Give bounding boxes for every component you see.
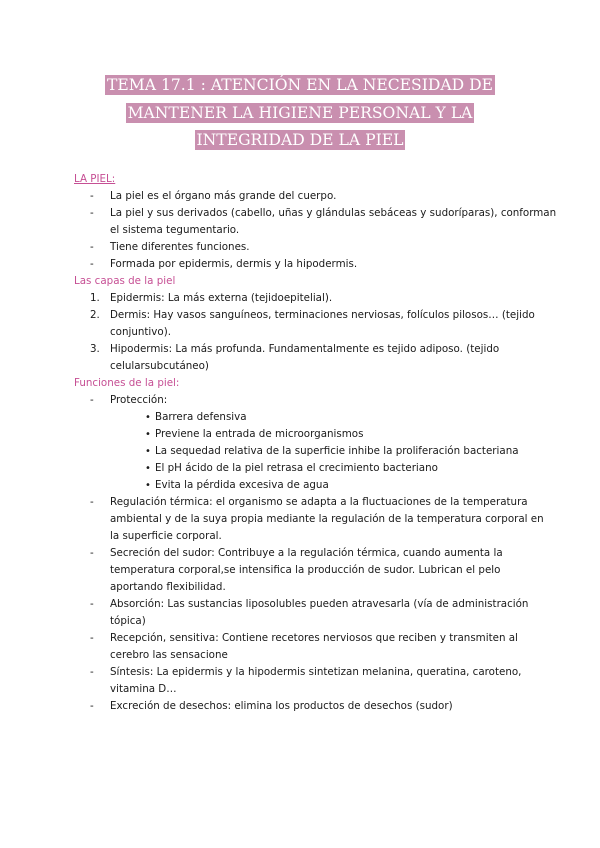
list-item-text: Protección:: [110, 394, 168, 406]
dash-marker: -: [90, 207, 94, 219]
list-item-text: Recepción, sensitiva: Contiene recetores nerviosos que reciben y transmiten al: [110, 632, 518, 644]
number-marker: 2.: [90, 309, 100, 321]
sub-bullet-item: [0, 460, 600, 477]
list-item: [0, 630, 600, 647]
list-item-text: Dermis: Hay vasos sanguíneos, terminaciones nerviosas, folículos pilosos… (tejido: [110, 309, 535, 321]
list-item-text: Hipodermis: La más profunda. Fundamentalmente es tejido adiposo. (tejido: [110, 343, 500, 355]
bullet-icon: •: [145, 446, 151, 457]
list-item-text: Síntesis: La epidermis y la hipodermis sintetizan melanina, queratina, caroteno,: [110, 666, 522, 678]
sub-bullet-text: Evita la pérdida excesiva de agua: [155, 479, 329, 491]
list-item-text: el sistema tegumentario.: [110, 224, 240, 236]
dash-marker: -: [90, 547, 94, 559]
number-marker: 3.: [90, 343, 100, 355]
list-item: [0, 290, 600, 307]
list-item: [0, 205, 600, 222]
list-item-continuation: [0, 511, 600, 528]
section-heading-funciones: Funciones de la piel:: [74, 377, 180, 389]
section-heading-la-piel: LA PIEL:: [74, 173, 116, 185]
list-item-text: cerebro las sensacione: [110, 649, 228, 661]
dash-marker: -: [90, 700, 94, 712]
bullet-icon: •: [145, 412, 151, 423]
list-item-text: ambiental y de la suya propia mediante la regulación de la temperatura corporal en: [110, 513, 544, 525]
list-item: [0, 545, 600, 562]
document-body: [0, 171, 600, 715]
list-item: [0, 596, 600, 613]
bullet-icon: •: [145, 429, 151, 440]
list-item-text: celularsubcutáneo): [110, 360, 209, 372]
sub-bullet-item: [0, 409, 600, 426]
list-item: [0, 307, 600, 324]
dash-marker: -: [90, 598, 94, 610]
sub-bullet-text: Previene la entrada de microorganismos: [155, 428, 364, 440]
title-line-1: TEMA 17.1 : ATENCIÓN EN LA NECESIDAD DE: [106, 76, 494, 94]
list-item: [0, 664, 600, 681]
list-item: [0, 698, 600, 715]
dash-marker: -: [90, 258, 94, 270]
list-item-text: conjuntivo).: [110, 326, 171, 338]
list-item: [0, 188, 600, 205]
dash-marker: -: [90, 241, 94, 253]
list-item-text: aportando flexibilidad.: [110, 581, 226, 593]
list-item: [0, 256, 600, 273]
list-item-continuation: [0, 324, 600, 341]
list-item-text: Absorción: Las sustancias liposolubles pueden atravesarla (vía de administración: [110, 598, 529, 610]
list-item-text: La piel es el órgano más grande del cuerpo.: [110, 190, 337, 202]
list-item-continuation: [0, 562, 600, 579]
list-item-proteccion: [0, 392, 600, 409]
dash-marker: -: [90, 394, 94, 406]
list-item-text: Regulación térmica: el organismo se adapta a la fluctuaciones de la temperatura: [110, 496, 528, 508]
sub-bullet-item: [0, 426, 600, 443]
list-item-text: Secreción del sudor: Contribuye a la regulación térmica, cuando aumenta la: [110, 547, 503, 559]
list-item-text: vitamina D…: [110, 683, 177, 695]
list-item-text: tópica): [110, 615, 146, 627]
dash-marker: -: [90, 496, 94, 508]
document-title: [0, 72, 600, 155]
list-item-continuation: [0, 613, 600, 630]
number-marker: 1.: [90, 292, 100, 304]
list-item-continuation: [0, 579, 600, 596]
list-item-text: temperatura corporal,se intensifica la producción de sudor. Lubrican el pelo: [110, 564, 501, 576]
sub-bullet-item: [0, 477, 600, 494]
list-item-text: Epidermis: La más externa (tejidoepitelial).: [110, 292, 333, 304]
dash-marker: -: [90, 666, 94, 678]
sub-bullet-text: Barrera defensiva: [155, 411, 247, 423]
list-item-text: Excreción de desechos: elimina los productos de desechos (sudor): [110, 700, 453, 712]
list-item: [0, 239, 600, 256]
sub-bullet-text: El pH ácido de la piel retrasa el crecimiento bacteriano: [155, 462, 438, 474]
dash-marker: -: [90, 190, 94, 202]
bullet-icon: •: [145, 463, 151, 474]
list-item-continuation: [0, 358, 600, 375]
list-item-text: Tiene diferentes funciones.: [110, 241, 250, 253]
list-item-text: la superficie corporal.: [110, 530, 222, 542]
dash-marker: -: [90, 632, 94, 644]
section-heading-capas: Las capas de la piel: [74, 275, 176, 287]
title-line-2: MANTENER LA HIGIENE PERSONAL Y LA: [127, 103, 473, 122]
list-item-continuation: [0, 528, 600, 545]
list-item: [0, 341, 600, 358]
sub-bullet-text: La sequedad relativa de la superficie inhibe la proliferación bacteriana: [155, 445, 519, 457]
list-item-continuation: [0, 681, 600, 698]
list-item: [0, 494, 600, 511]
list-item-text: La piel y sus derivados (cabello, uñas y glándulas sebáceas y sudoríparas), conforman: [110, 207, 557, 219]
list-item-continuation: [0, 222, 600, 239]
list-item-text: Formada por epidermis, dermis y la hipodermis.: [110, 258, 358, 270]
title-line-3: INTEGRIDAD DE LA PIEL: [196, 131, 404, 149]
list-item-continuation: [0, 647, 600, 664]
sub-bullet-item: [0, 443, 600, 460]
bullet-icon: •: [145, 480, 151, 491]
